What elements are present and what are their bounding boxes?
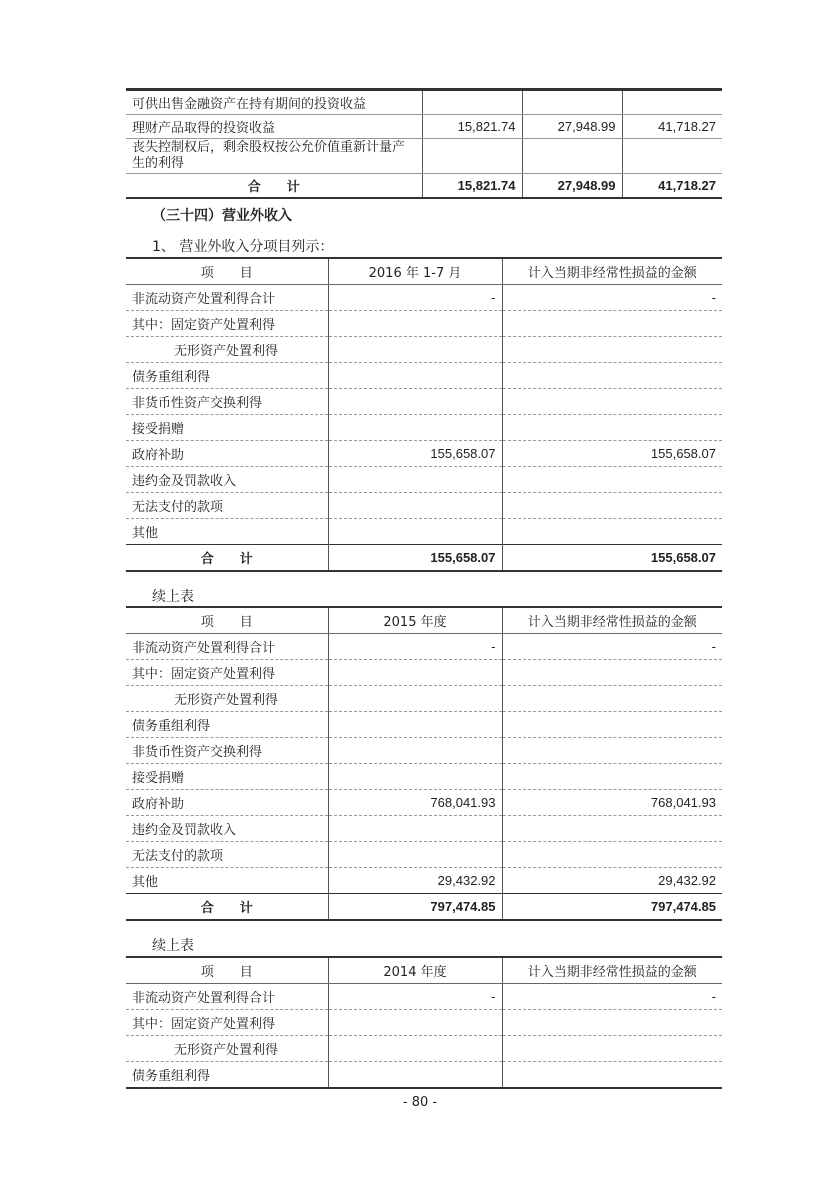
table-row bbox=[126, 441, 722, 467]
value-cell bbox=[522, 90, 622, 115]
table-row bbox=[126, 686, 722, 712]
section-title: （三十四）营业外收入 bbox=[152, 208, 292, 224]
row-label: 违约金及罚款收入 bbox=[126, 467, 328, 493]
value-cell bbox=[328, 660, 502, 686]
header-nonrecurring: 计入当期非经常性损益的金额 bbox=[502, 258, 722, 285]
table-row bbox=[126, 660, 722, 686]
table-row bbox=[126, 139, 722, 174]
value-cell bbox=[328, 1036, 502, 1062]
value-cell bbox=[502, 1062, 722, 1089]
table-row bbox=[126, 764, 722, 790]
value-cell: 27,948.99 bbox=[522, 115, 622, 139]
row-label: 债务重组利得 bbox=[126, 1062, 328, 1089]
total-value: 27,948.99 bbox=[522, 174, 622, 199]
total-value: 15,821.74 bbox=[422, 174, 522, 199]
value-cell: 29,432.92 bbox=[328, 868, 502, 894]
row-label: 非流动资产处置利得合计 bbox=[126, 634, 328, 660]
total-label: 合 计 bbox=[126, 545, 328, 572]
table-row bbox=[126, 493, 722, 519]
table-row bbox=[126, 842, 722, 868]
value-cell: - bbox=[328, 285, 502, 311]
value-cell bbox=[502, 493, 722, 519]
row-label: 政府补助 bbox=[126, 790, 328, 816]
table-row bbox=[126, 337, 722, 363]
table-row bbox=[126, 1062, 722, 1089]
header-nonrecurring: 计入当期非经常性损益的金额 bbox=[502, 607, 722, 634]
row-label: 非流动资产处置利得合计 bbox=[126, 984, 328, 1010]
investment-income-table bbox=[126, 88, 722, 199]
value-cell: - bbox=[328, 984, 502, 1010]
value-cell bbox=[328, 1010, 502, 1036]
row-label: 无形资产处置利得 bbox=[126, 1036, 328, 1062]
row-label: 可供出售金融资产在持有期间的投资收益 bbox=[126, 90, 422, 115]
value-cell bbox=[502, 311, 722, 337]
row-label: 债务重组利得 bbox=[126, 712, 328, 738]
value-cell bbox=[502, 842, 722, 868]
header-row bbox=[126, 607, 722, 634]
value-cell: - bbox=[502, 984, 722, 1010]
value-cell: - bbox=[502, 634, 722, 660]
value-cell bbox=[502, 686, 722, 712]
value-cell bbox=[328, 712, 502, 738]
row-label: 无法支付的款项 bbox=[126, 842, 328, 868]
value-cell bbox=[328, 467, 502, 493]
value-cell bbox=[328, 738, 502, 764]
value-cell bbox=[502, 738, 722, 764]
value-cell: 41,718.27 bbox=[622, 115, 722, 139]
table-row bbox=[126, 790, 722, 816]
row-label: 无形资产处置利得 bbox=[126, 686, 328, 712]
row-label: 其中：固定资产处置利得 bbox=[126, 1010, 328, 1036]
row-label: 非货币性资产交换利得 bbox=[126, 738, 328, 764]
row-label: 其他 bbox=[126, 519, 328, 545]
row-label: 其他 bbox=[126, 868, 328, 894]
total-value: 155,658.07 bbox=[502, 545, 722, 572]
header-item: 项 目 bbox=[126, 957, 328, 984]
row-label: 政府补助 bbox=[126, 441, 328, 467]
table-row bbox=[126, 363, 722, 389]
value-cell: - bbox=[502, 285, 722, 311]
table-row bbox=[126, 816, 722, 842]
value-cell: 768,041.93 bbox=[328, 790, 502, 816]
value-cell: 155,658.07 bbox=[328, 441, 502, 467]
row-label: 无法支付的款项 bbox=[126, 493, 328, 519]
row-label: 理财产品取得的投资收益 bbox=[126, 115, 422, 139]
header-row bbox=[126, 957, 722, 984]
table-row bbox=[126, 90, 722, 115]
value-cell bbox=[328, 363, 502, 389]
value-cell bbox=[502, 337, 722, 363]
table-row bbox=[126, 1036, 722, 1062]
value-cell bbox=[328, 337, 502, 363]
value-cell bbox=[328, 816, 502, 842]
header-item: 项 目 bbox=[126, 607, 328, 634]
value-cell: 155,658.07 bbox=[502, 441, 722, 467]
total-value: 797,474.85 bbox=[502, 894, 722, 921]
value-cell: 768,041.93 bbox=[502, 790, 722, 816]
value-cell bbox=[502, 816, 722, 842]
header-nonrecurring: 计入当期非经常性损益的金额 bbox=[502, 957, 722, 984]
value-cell bbox=[622, 90, 722, 115]
value-cell bbox=[328, 389, 502, 415]
total-value: 797,474.85 bbox=[328, 894, 502, 921]
row-label: 无形资产处置利得 bbox=[126, 337, 328, 363]
value-cell bbox=[328, 311, 502, 337]
row-label: 接受捐赠 bbox=[126, 764, 328, 790]
total-row bbox=[126, 545, 722, 572]
value-cell bbox=[502, 415, 722, 441]
table-row bbox=[126, 868, 722, 894]
non-operating-income-2016-table bbox=[126, 257, 722, 572]
row-label: 非流动资产处置利得合计 bbox=[126, 285, 328, 311]
value-cell bbox=[328, 764, 502, 790]
header-period: 2015 年度 bbox=[328, 607, 502, 634]
table-row bbox=[126, 415, 722, 441]
table-row bbox=[126, 519, 722, 545]
value-cell bbox=[502, 660, 722, 686]
table-row bbox=[126, 311, 722, 337]
table-row bbox=[126, 712, 722, 738]
non-operating-income-2015-table bbox=[126, 606, 722, 921]
row-label: 其中：固定资产处置利得 bbox=[126, 660, 328, 686]
row-label: 接受捐赠 bbox=[126, 415, 328, 441]
value-cell bbox=[502, 764, 722, 790]
header-period: 2014 年度 bbox=[328, 957, 502, 984]
value-cell bbox=[502, 467, 722, 493]
table-row bbox=[126, 285, 722, 311]
header-row bbox=[126, 258, 722, 285]
subsection-title: 1、 营业外收入分项目列示： bbox=[152, 239, 334, 255]
value-cell bbox=[502, 519, 722, 545]
table-row bbox=[126, 738, 722, 764]
table-row bbox=[126, 1010, 722, 1036]
page-number: - 80 - bbox=[402, 1095, 438, 1110]
value-cell bbox=[422, 90, 522, 115]
continue-label-2015: 续上表 bbox=[152, 589, 194, 605]
value-cell bbox=[328, 1062, 502, 1089]
value-cell bbox=[622, 139, 722, 174]
value-cell bbox=[328, 842, 502, 868]
value-cell bbox=[502, 712, 722, 738]
table-row bbox=[126, 389, 722, 415]
total-label: 合 计 bbox=[126, 894, 328, 921]
total-row bbox=[126, 894, 722, 921]
value-cell: 15,821.74 bbox=[422, 115, 522, 139]
total-value: 41,718.27 bbox=[622, 174, 722, 199]
value-cell bbox=[502, 1036, 722, 1062]
total-row bbox=[126, 174, 722, 199]
non-operating-income-2014-table bbox=[126, 956, 722, 1089]
row-label: 债务重组利得 bbox=[126, 363, 328, 389]
total-label: 合 计 bbox=[126, 174, 422, 199]
value-cell: - bbox=[328, 634, 502, 660]
value-cell bbox=[502, 363, 722, 389]
value-cell bbox=[522, 139, 622, 174]
table-row bbox=[126, 467, 722, 493]
table-row bbox=[126, 984, 722, 1010]
row-label: 违约金及罚款收入 bbox=[126, 816, 328, 842]
row-label: 非货币性资产交换利得 bbox=[126, 389, 328, 415]
header-item: 项 目 bbox=[126, 258, 328, 285]
table-row bbox=[126, 115, 722, 139]
row-label: 丧失控制权后，剩余股权按公允价值重新计量产生的利得 bbox=[126, 139, 422, 174]
value-cell: 29,432.92 bbox=[502, 868, 722, 894]
row-label: 其中：固定资产处置利得 bbox=[126, 311, 328, 337]
value-cell bbox=[422, 139, 522, 174]
value-cell bbox=[328, 686, 502, 712]
value-cell bbox=[328, 415, 502, 441]
value-cell bbox=[502, 389, 722, 415]
total-value: 155,658.07 bbox=[328, 545, 502, 572]
table-row bbox=[126, 634, 722, 660]
value-cell bbox=[328, 493, 502, 519]
value-cell bbox=[328, 519, 502, 545]
value-cell bbox=[502, 1010, 722, 1036]
header-period: 2016 年 1-7 月 bbox=[328, 258, 502, 285]
continue-label-2014: 续上表 bbox=[152, 938, 194, 954]
